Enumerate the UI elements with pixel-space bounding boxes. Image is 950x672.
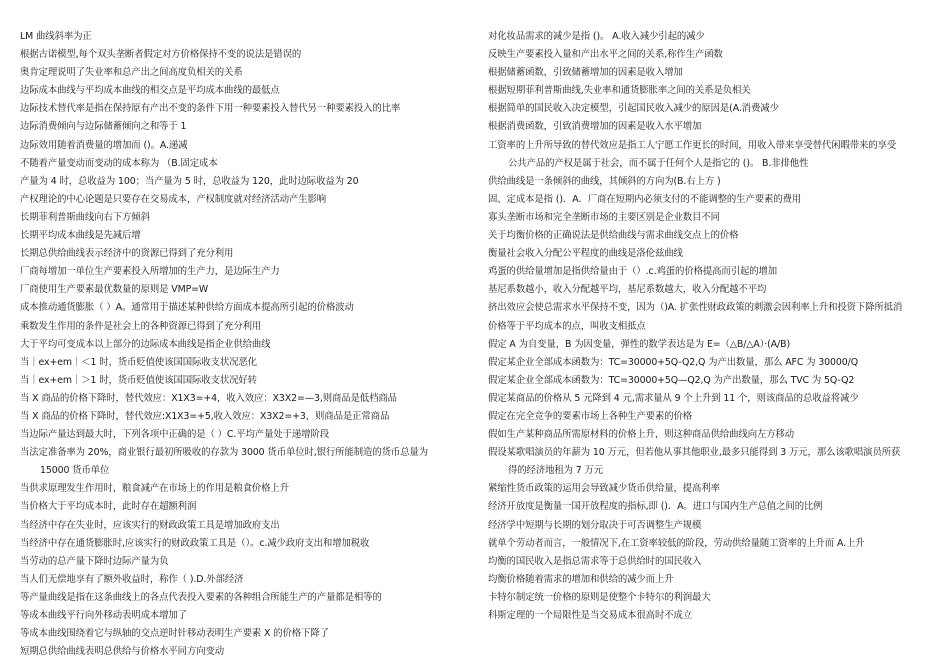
right-column-text-line: 均衡的国民收入是指总需求等于总供给时的国民收入 <box>488 555 702 567</box>
left-column-text-line: 等成本曲线平行向外移动表明成本增加了 <box>20 610 187 621</box>
left-column-text-line: 当经济中存在通货膨胀时,应该实行的财政政策工具是（）。c.减少政府支出和增加税收 <box>20 537 370 549</box>
right-column-text-line: 公共产品的产权是属于社会，而不属于任何个人是指它的 ()。 B.非排他性 <box>508 157 809 169</box>
left-column-text-line: 等产量曲线是指在这条曲线上的各点代表投入要素的各种组合所能生产的产量都是相等的 <box>20 591 382 603</box>
left-column-text-line: 当经济中存在失业时，应该实行的财政政策工具是增加政府支出 <box>20 519 280 531</box>
right-column-text-line: 就单个劳动者而言，一般情况下,在工资率较低的阶段，劳动供给量随工资率的上升而 A.上升 <box>488 537 865 549</box>
left-column-text-line: 边际技术替代率是指在保持原有产出不变的条件下用一种要素投入替代另一种要素投入的比率 <box>20 103 401 115</box>
left-column-text-line: 乘数发生作用的条件是社会上的各种资源已得到了充分利用 <box>20 320 262 332</box>
right-column-text-line: 假定某企业全部成本函数为：TC=30000+5Q-Q2,Q 为产出数量，那么 AFC 为 30000/Q <box>488 356 858 368</box>
right-column-text-line: 根据储蓄函数，引致储蓄增加的因素是收入增加 <box>488 67 683 79</box>
right-column <box>488 28 933 625</box>
right-column-text-line: 寡头垄断市场和完全垄断市场的主要区别是企业数目不同 <box>488 211 720 223</box>
left-column-text-line: 产量为 4 时，总收益为 100；当产量为 5 时，总收益为 120，此时边际收益为 20 <box>20 175 359 187</box>
right-column-text-line: 经济学中短期与长期的划分取决于可否调整生产规模 <box>488 519 702 531</box>
left-column-text-line: 当人们无偿地享有了额外收益时，称作（ ).D.外部经济 <box>20 573 244 585</box>
left-column-text-line: 当供求原理发生作用时，粮食减产在市场上的作用是粮食价格上升 <box>20 483 289 495</box>
right-column-text-line: 假如生产某种商品所需原材料的价格上升，则这种商品供给曲线向左方移动 <box>488 429 795 441</box>
right-column-text-line: 价格等于平均成本的点，叫收支相抵点 <box>488 320 646 332</box>
left-column-text-line: 15000 货币单位 <box>40 465 110 477</box>
right-column-text-line: 假设某歌唱演员的年薪为 10 万元，但若他从事其他职业,最多只能得到 3 万元，那么该歌唱演员所获 <box>488 447 901 459</box>
right-column-text-line: 假定某商品的价格从 5 元降到 4 元,需求量从 9 个上升到 11 个，则该商品的总收益将减少 <box>488 392 859 404</box>
left-column-text-line: 厂商每增加一单位生产要素投入所增加的生产力，是边际生产力 <box>20 266 280 278</box>
left-column-text-line: 产权理论的中心论题是只要存在交易成本，产权制度就对经济活动产生影响 <box>20 193 327 205</box>
right-column-text-line: 固、定成本是指 ()．A．厂商在短期内必须支付的不能调整的生产要素的费用 <box>488 193 802 205</box>
left-column-text-line: 奥肯定理说明了失业率和总产出之间高度负相关的关系 <box>20 67 243 79</box>
left-column <box>20 28 468 661</box>
right-column-text-line: 假定 A 为自变量，B 为因变量，弹性的数学表达是为 E=（△B/△A）·(A/B) <box>488 338 790 350</box>
right-column-text-line: 卡特尔制定统一价格的原则是使整个卡特尔的利润最大 <box>488 591 711 603</box>
right-column-text-line: 假定在完全竞争的要素市场上各种生产要素的价格 <box>488 410 693 422</box>
right-column-text-line: 科斯定理的一个局限性是当交易成本很高时不成立 <box>488 610 693 621</box>
left-column-text-line: 当｜ex+em｜＜1 时，货币贬值使该国国际收支状况恶化 <box>20 356 257 368</box>
left-column-text-line: 长期总供给曲线表示经济中的资源已得到了充分利用 <box>20 248 234 260</box>
right-column-text-line: 基尼系数越小，收入分配越平均，基尼系数越大，收入分配越不平均 <box>488 284 767 296</box>
left-column-text-line: 当边际产量达到最大时，下列各项中正确的是（ ）C.平均产量处于递增阶段 <box>20 429 330 441</box>
right-column-text-line: 得的经济地租为 7 万元 <box>508 465 604 477</box>
right-column-text-line: 反映生产要素投入量和产出水平之间的关系,称作生产函数 <box>488 49 723 61</box>
left-column-text-line: 边际成本曲线与平均成本曲线的相交点是平均成本曲线的最低点 <box>20 85 280 97</box>
right-column-text-line: 挤出效应会使总需求水平保持不变，因为（)A. 扩张性财政政策的刺激会因利率上升和投资下降所抵消 <box>488 302 903 314</box>
left-column-text-line: 当法定准备率为 20%，商业银行最初所吸收的存款为 3000 货币单位时,银行所能制造的货币总量为 <box>20 447 428 459</box>
left-column-text-line: 短期总供给曲线表明总供给与价格水平同方向变动 <box>20 646 225 658</box>
left-column-text-line: 根据古诺模型,每个双头垄断者假定对方价格保持不变的说法是错误的 <box>20 49 302 61</box>
left-column-text-line: 大于平均可变成本以上部分的边际成本曲线是指企业供给曲线 <box>20 338 271 350</box>
left-column-text-line: 等成本曲线围绕着它与纵轴的交点逆时针移动表明生产要素 X 的价格下降了 <box>20 628 329 640</box>
left-column-text-line: 长期菲利普斯曲线向右下方倾斜 <box>20 211 150 223</box>
right-column-text-line: 假定某企业全部成本函数为：TC=30000+5Q—Q2,Q 为产出数量，那么 TVC 为 5Q-Q2 <box>488 374 855 386</box>
left-column-text-line: 边际消费倾向与边际储蓄倾向之和等于 1 <box>20 121 187 133</box>
right-column-text-line: 均衡价格随着需求的增加和供给的减少而上升 <box>488 573 674 585</box>
left-column-text-line: 当价格大于平均成本时，此时存在超额利润 <box>20 501 197 513</box>
right-column-text-line: 根据短期菲利普斯曲线,失业率和通货膨胀率之间的关系是负相关 <box>488 85 751 97</box>
right-column-text-line: 衡量社会收入分配公平程度的曲线是洛伦兹曲线 <box>488 248 683 260</box>
right-column-text-line: 供给曲线是一条倾斜的曲线，其倾斜的方向为(B.右上方 ) <box>488 175 721 187</box>
left-column-text-line: 厂商使用生产要素最优数量的原则是 VMP=W <box>20 284 209 296</box>
right-column-text-line: 鸡蛋的供给量增加是指供给量由于（）.c.鸡蛋的价格提高而引起的增加 <box>488 266 778 278</box>
right-column-text-line: 工资率的上升所导致的替代效应是指工人宁愿工作更长的时间，用收入带来享受替代闲暇带来的享受 <box>488 139 897 151</box>
right-column-text-line: 根据简单的国民收入决定模型，引起国民收入减少的原因是(A.消费减少 <box>488 103 779 115</box>
left-column-text-line: 当 X 商品的价格下降时，替代效应:X1X3=+5,收入效应：X3X2=+3，则商品是正常商品 <box>20 410 390 422</box>
right-column-text-line: 根据消费函数，引致消费增加的因素是收入水平增加 <box>488 121 702 133</box>
left-column-text-line: 当 X 商品的价格下降时，替代效应：X1X3=+4，收入效应：X3X2=—3,则商品是低档商品 <box>20 392 397 404</box>
left-column-text-line: 长期平均成本曲线是先减后增 <box>20 230 141 242</box>
left-column-text-line: LM 曲线斜率为正 <box>20 31 92 42</box>
right-column-text-line: 关于均衡价格的正确说法是供给曲线与需求曲线交点上的价格 <box>488 230 739 242</box>
right-column-text-line: 经济开放度是衡量一国开放程度的指标,即 ()．A。进口与国内生产总值之间的比例 <box>488 501 823 513</box>
left-column-text-line: 成本推动通货膨胀（ ）A。通常用于描述某种供给方面成本提高所引起的价格波动 <box>20 302 354 314</box>
right-column-text-line: 紧缩性货币政策的运用会导致减少货币供给量，提高利率 <box>488 483 720 495</box>
left-column-text-line: 当｜ex+em｜＞1 时，货币贬值使该国国际收支状况好转 <box>20 374 257 386</box>
left-column-text-line: 当劳动的总产量下降时边际产量为负 <box>20 555 169 567</box>
left-column-text-line: 边际效用随着消费量的增加而 ()。A.递减 <box>20 139 188 151</box>
left-column-text-line: 不随着产量变动而变动的成本称为 （B.固定成本 <box>20 157 218 169</box>
right-column-text-line: 对化妆品需求的减少是指 ()。 A.收入减少引起的减少 <box>488 31 705 42</box>
